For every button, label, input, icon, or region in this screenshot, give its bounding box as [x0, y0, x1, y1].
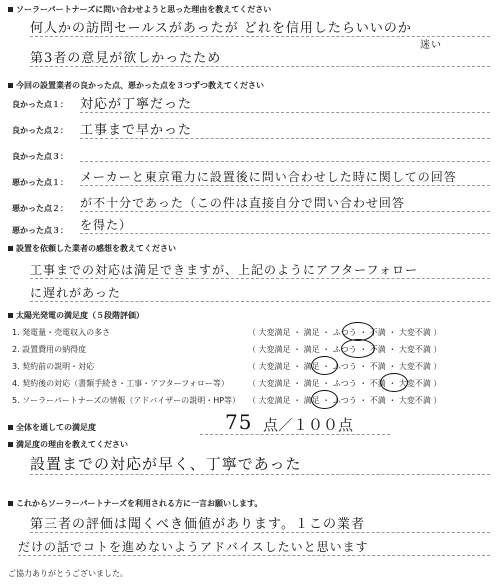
rating-options-3: （ 大変満足 ・ 満足 ・ ふつう ・ 不満 ・ 大変不満 ）	[248, 362, 442, 371]
thank-you-footer: ご協力ありがとうございました。	[8, 569, 128, 578]
question-satisfaction-reason-title: 満足度の理由を教えてください	[8, 439, 128, 450]
rating-2-selected-mark	[341, 339, 375, 358]
answer-message-line2: だけの話でコトを進めないようアドバイスしたいと思います	[18, 538, 490, 556]
rating-options-2: （ 大変満足 ・ 満足 ・ ふつう ・ 不満 ・ 大変不満 ）	[248, 345, 442, 354]
answer-satisfaction-reason: 設置までの対応が早く、丁寧であった	[30, 453, 490, 475]
question-message-title: これからソーラーパートナーズを利用される方に一言お願いします。	[8, 498, 262, 509]
rating-4-selected-mark	[380, 373, 408, 392]
bad-point-1-label: 悪かった点１：	[12, 178, 68, 187]
overall-satisfaction-suffix: 点／１００点	[263, 416, 354, 434]
answer-reason-line2: 第3者の意見が欲しかったため	[30, 47, 490, 67]
rating-label-5: 5. ソーラーパートナーズの情報（アドバイザーの説明・HP等）	[12, 396, 241, 405]
answer-impression-line2: に遅れがあった	[30, 284, 490, 302]
answer-impression-line1: 工事までの対応は満足できますが、上記のようにアフターフォロー	[30, 261, 490, 279]
good-point-1-label: 良かった点１：	[12, 100, 68, 109]
rating-label-3: 3. 契約前の説明・対応	[12, 362, 95, 371]
good-point-3-answer	[80, 145, 490, 162]
overall-satisfaction-label: 全体を通しての満足度	[8, 422, 96, 433]
answer-reason-line1: 何人かの訪問セールスがあったが どれを信用したらいいのか	[30, 17, 490, 37]
question-reason-title: ソーラーパートナーズに問い合わせようと思った理由を教えてください	[8, 4, 271, 15]
bad-point-3-answer: を得た）	[80, 216, 490, 234]
rating-label-2: 2. 設置費用の納得度	[12, 345, 87, 354]
good-point-1-answer: 対応が丁寧だった	[80, 93, 490, 113]
bad-point-3-label: 悪かった点３：	[12, 226, 68, 235]
rating-options-5: （ 大変満足 ・ 満足 ・ ふつう ・ 不満 ・ 大変不満 ）	[248, 396, 442, 405]
bad-point-2-label: 悪かった点２：	[12, 204, 68, 213]
question-good-bad-title: 今回の設置業者の良かった点、悪かった点を３つずつ教えてください	[8, 80, 264, 91]
good-point-3-label: 良かった点３：	[12, 152, 68, 161]
overall-satisfaction-score: 75	[225, 410, 253, 434]
bad-point-2-answer: が不十分であった（この件は直接自分で問い合わせ回答	[80, 194, 490, 212]
good-point-2-label: 良かった点２：	[12, 126, 68, 135]
answer-message-line1: 第三者の評価は聞くべき価値があります。１この業者	[30, 513, 490, 533]
rating-label-1: 1. 発電量・売電収入の多さ	[12, 328, 111, 337]
rating-label-4: 4. 契約後の対応（書類手続き・工事・アフターフォロー等）	[12, 379, 229, 388]
bad-point-1-answer: メーカーと東京電力に設置後に問い合わせした時に関しての回答	[80, 168, 490, 186]
good-point-2-answer: 工事まで早かった	[80, 119, 490, 139]
rating-options-1: （ 大変満足 ・ 満足 ・ ふつう ・ 不満 ・ 大変不満 ）	[248, 328, 442, 337]
answer-reason-note: 迷い	[420, 40, 442, 51]
rating-3-selected-mark	[311, 356, 338, 375]
rating-5-selected-mark	[311, 390, 338, 409]
overall-score-underline	[200, 434, 390, 435]
rating-options-4: （ 大変満足 ・ 満足 ・ ふつう ・ 不満 ・ 大変不満 ）	[248, 379, 442, 388]
question-impression-title: 設置を依頼した業者の感想を教えてください	[8, 243, 176, 254]
question-satisfaction-title: 太陽光発電の満足度（５段階評価）	[8, 310, 144, 321]
